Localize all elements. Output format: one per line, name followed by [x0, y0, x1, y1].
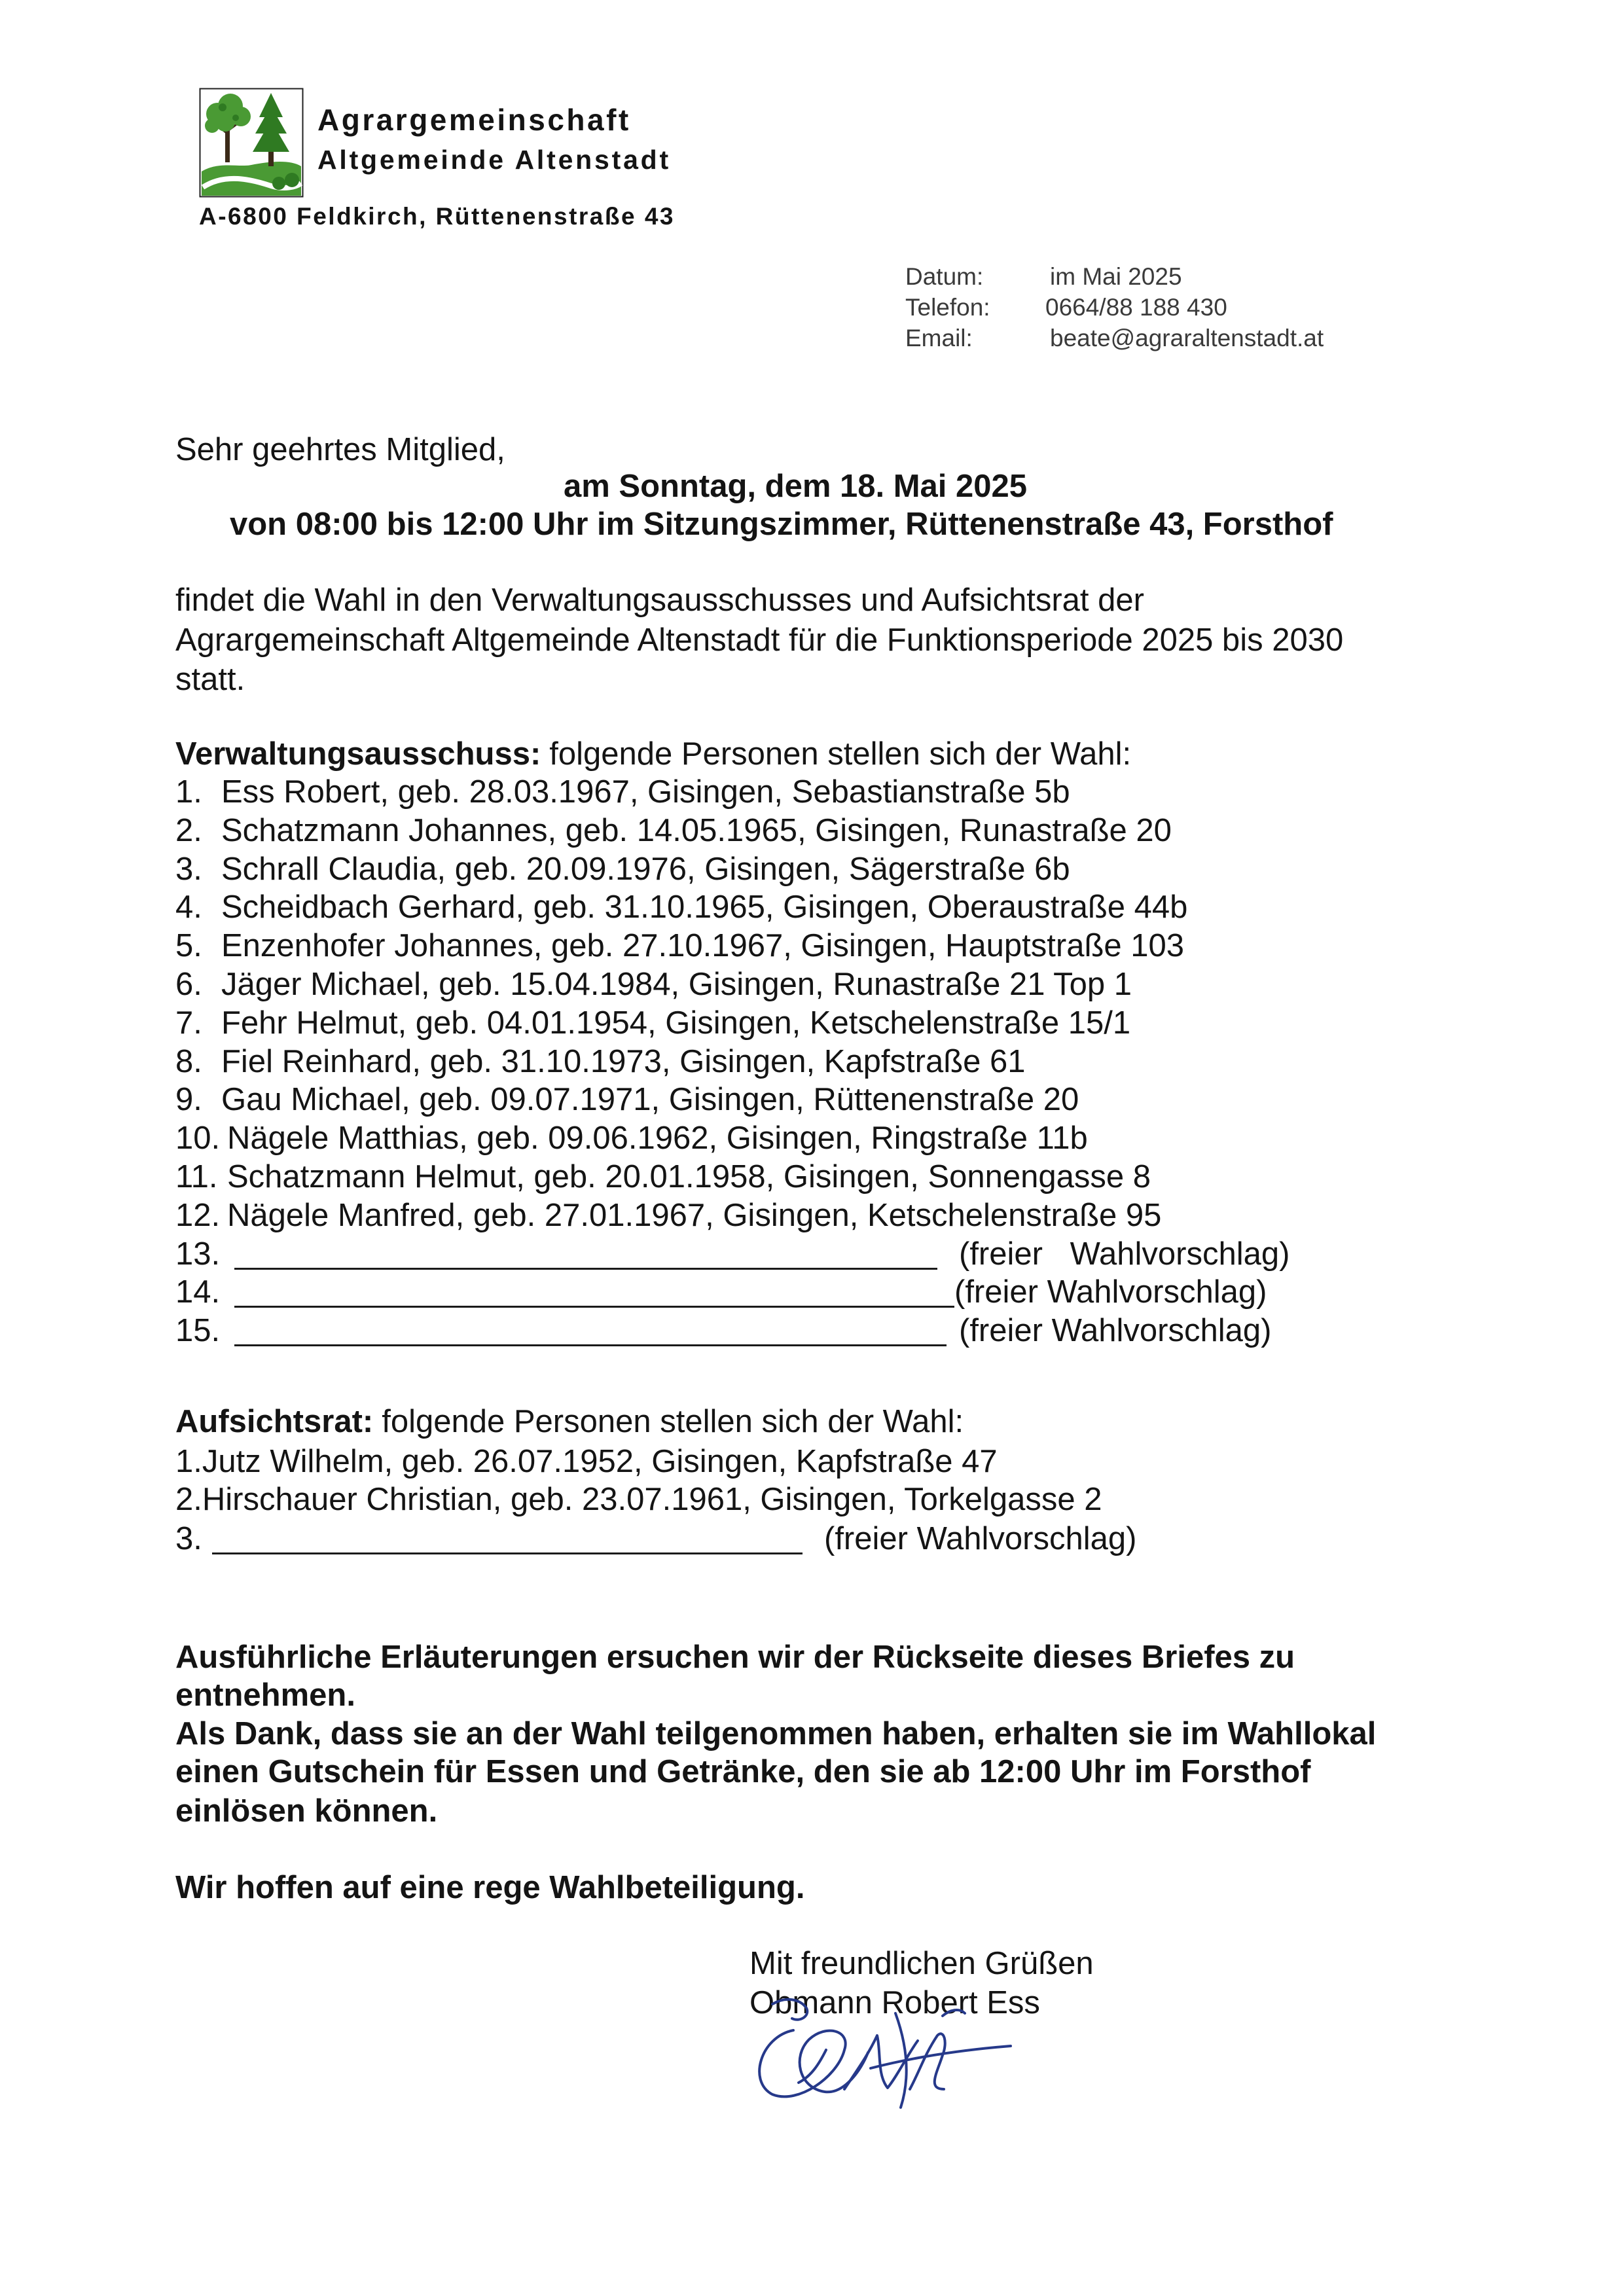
candidate-details: Nägele Matthias, geb. 09.06.1962, Gisingen, Ringstraße 11b — [227, 1121, 1088, 1156]
candidate-row — [175, 1196, 1419, 1234]
section-heading-aufsichtsrat — [175, 1403, 964, 1441]
candidate-details: Enzenhofer Johannes, geb. 27.10.1967, Gisingen, Hauptstraße 103 — [221, 928, 1185, 963]
candidate-number: 11. — [175, 1159, 218, 1194]
candidate-number: 1. — [175, 1444, 202, 1479]
candidate-number: 9. — [175, 1082, 202, 1117]
signature-stroke — [772, 2000, 807, 2020]
candidate-row — [175, 965, 1419, 1003]
candidate-row — [175, 1480, 1102, 1518]
write-in-line — [234, 1344, 947, 1346]
phone-value: 0664/88 188 430 — [1045, 294, 1227, 321]
date-value: im Mai 2025 — [1050, 263, 1182, 290]
open-slot-row — [175, 1273, 1419, 1311]
intro-line: Agrargemeinschaft Altgemeinde Altenstadt für die Funktionsperiode 2025 bis 2030 — [175, 622, 1344, 658]
candidate-row — [175, 850, 1419, 888]
candidate-row — [175, 1081, 1419, 1119]
handwritten-signature — [746, 1990, 1021, 2114]
candidate-details: Ess Robert, geb. 28.03.1967, Gisingen, Sebastianstraße 5b — [221, 774, 1070, 810]
candidate-row — [175, 927, 1419, 965]
organization-name: Agrargemeinschaft — [317, 103, 631, 137]
candidate-details: Nägele Manfred, geb. 27.01.1967, Gisingen, Ketschelenstraße 95 — [227, 1198, 1162, 1233]
candidate-row — [175, 773, 1419, 811]
closing-greeting: Mit freundlichen Grüßen — [749, 1946, 1094, 1981]
slot-number: 15. — [175, 1313, 221, 1348]
candidate-number: 3. — [175, 852, 202, 887]
organization-address: A-6800 Feldkirch, Rüttenenstraße 43 — [199, 203, 675, 230]
candidate-details: Fehr Helmut, geb. 04.01.1954, Gisingen, Ketschelenstraße 15/1 — [221, 1005, 1131, 1041]
candidate-details: Fiel Reinhard, geb. 31.10.1973, Gisingen, Kapfstraße 61 — [221, 1044, 1026, 1079]
email-value: beate@agraraltenstadt.at — [1050, 325, 1324, 351]
section-heading-text: folgende Personen stellen sich der Wahl: — [382, 1404, 964, 1439]
signature-stroke — [910, 2034, 945, 2089]
candidate-number: 4. — [175, 889, 202, 925]
write-in-line — [234, 1306, 954, 1308]
candidate-details: Schatzmann Helmut, geb. 20.01.1958, Gisingen, Sonnengasse 8 — [227, 1159, 1151, 1194]
organization-logo — [199, 88, 304, 198]
candidate-details: Jutz Wilhelm, geb. 26.07.1952, Gisingen, Kapfstraße 47 — [202, 1444, 998, 1479]
slot-label: (freier Wahlvorschlag) — [824, 1521, 1137, 1556]
candidate-row — [175, 1043, 1419, 1081]
organization-subname: Altgemeinde Altenstadt — [317, 145, 671, 175]
pine-tree-graphic — [253, 93, 289, 166]
email-label: Email: — [905, 325, 973, 351]
candidate-details: Jäger Michael, geb. 15.04.1984, Gisingen, Runastraße 21 Top 1 — [221, 967, 1132, 1002]
candidate-number: 6. — [175, 967, 202, 1002]
slot-label: (freier Wahlvorschlag) — [959, 1236, 1290, 1272]
write-in-line — [234, 1268, 937, 1270]
candidate-row — [175, 1158, 1419, 1196]
event-time-place: von 08:00 bis 12:00 Uhr im Sitzungszimmer, Rüttenenstraße 43, Forsthof — [230, 507, 1333, 542]
candidate-number: 8. — [175, 1044, 202, 1079]
candidate-number: 10. — [175, 1121, 221, 1156]
slot-label: (freier Wahlvorschlag) — [959, 1313, 1272, 1348]
candidate-details: Schatzmann Johannes, geb. 14.05.1965, Gisingen, Runastraße 20 — [221, 813, 1172, 848]
candidate-number: 2. — [175, 1482, 202, 1517]
intro-line: findet die Wahl in den Verwaltungsausschusses und Aufsichtsrat der — [175, 583, 1144, 618]
date-label: Datum: — [905, 263, 984, 290]
explanation-line: Ausführliche Erläuterungen ersuchen wir der Rückseite dieses Briefes zu — [175, 1640, 1295, 1675]
event-date: am Sonntag, dem 18. Mai 2025 — [564, 469, 1028, 504]
signer-name: Obmann Robert Ess — [749, 1985, 1040, 2020]
closing-line: Wir hoffen auf eine rege Wahlbeteiligung. — [175, 1870, 805, 1905]
section-heading-title: Verwaltungsausschuss: — [175, 736, 541, 772]
candidate-row — [175, 1443, 998, 1480]
candidate-number: 7. — [175, 1005, 202, 1041]
signature-stroke — [943, 2010, 965, 2016]
thanks-line: einen Gutschein für Essen und Getränke, den sie ab 12:00 Uhr im Forsthof — [175, 1754, 1311, 1789]
signature-stroke — [759, 2030, 868, 2096]
candidate-details: Schrall Claudia, geb. 20.09.1976, Gisingen, Sägerstraße 6b — [221, 852, 1070, 887]
candidate-row — [175, 888, 1419, 926]
thanks-line: Als Dank, dass sie an der Wahl teilgenommen haben, erhalten sie im Wahllokal — [175, 1716, 1377, 1751]
deciduous-tree-graphic — [205, 94, 251, 162]
meadow-graphic — [202, 162, 301, 196]
slot-number: 14. — [175, 1274, 221, 1310]
phone-label: Telefon: — [905, 294, 990, 321]
open-slot-row — [175, 1235, 1419, 1273]
intro-line: statt. — [175, 662, 245, 697]
section-heading-verwaltungsausschuss — [175, 735, 1131, 773]
candidate-details: Scheidbach Gerhard, geb. 31.10.1965, Gisingen, Oberaustraße 44b — [221, 889, 1188, 925]
open-slot-row — [175, 1312, 1419, 1350]
candidate-number: 2. — [175, 813, 202, 848]
candidate-details: Gau Michael, geb. 09.07.1971, Gisingen, Rüttenenstraße 20 — [221, 1082, 1079, 1117]
slot-label: (freier Wahlvorschlag) — [954, 1274, 1267, 1310]
candidate-row — [175, 812, 1419, 850]
section-heading-title: Aufsichtsrat: — [175, 1404, 374, 1439]
section-heading-text: folgende Personen stellen sich der Wahl: — [549, 736, 1132, 772]
thanks-line: einlösen können. — [175, 1793, 438, 1829]
slot-number: 3. — [175, 1521, 202, 1556]
explanation-line: entnehmen. — [175, 1677, 355, 1713]
candidate-row — [175, 1004, 1419, 1042]
candidate-number: 1. — [175, 774, 202, 810]
candidate-number: 12. — [175, 1198, 221, 1233]
candidate-details: Hirschauer Christian, geb. 23.07.1961, Gisingen, Torkelgasse 2 — [202, 1482, 1102, 1517]
write-in-line — [212, 1552, 803, 1554]
open-slot-row — [175, 1520, 1419, 1558]
candidate-row — [175, 1119, 1419, 1157]
candidate-number: 5. — [175, 928, 202, 963]
salutation: Sehr geehrtes Mitglied, — [175, 432, 505, 467]
slot-number: 13. — [175, 1236, 221, 1272]
